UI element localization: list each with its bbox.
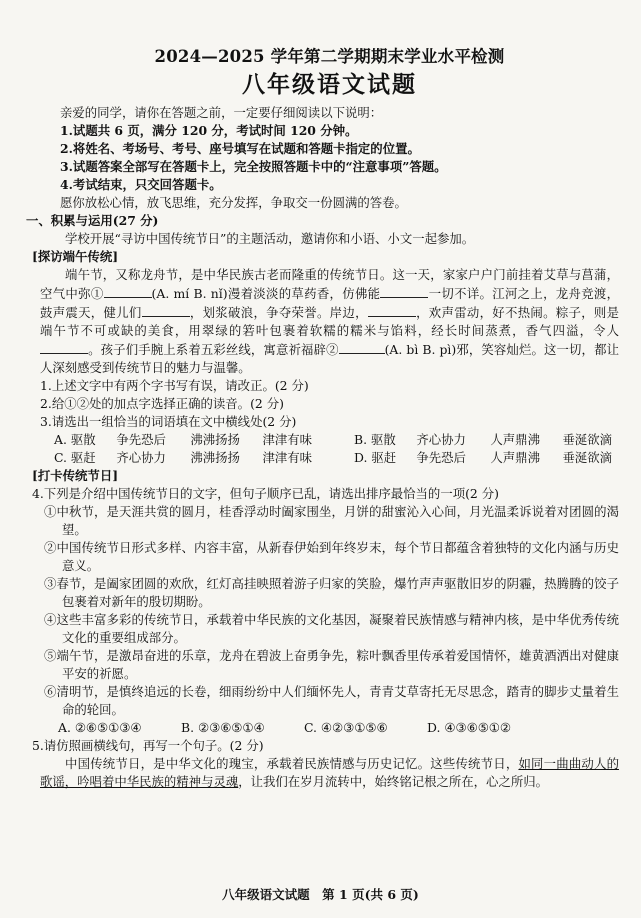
passage-text: ，划浆破浪，争夺荣誉。岸边，: [189, 305, 368, 320]
option-word: 津津有味: [262, 450, 313, 465]
instructions: [40, 104, 619, 212]
option-word: 人声鼎沸: [490, 432, 540, 447]
passage-text: 一切不详。江河之上，龙舟竞渡，鼓声震天，健儿们: [40, 286, 620, 320]
sentence-item: ①中秋节，是天涯共赏的圆月，桂香浮动时阖家围坐，月饼的甜蜜沁入心间，月光温柔诉说着对团圆的渴望。: [44, 504, 619, 537]
section-heading: 一、积累与运用(27 分): [26, 213, 159, 228]
passage-text: ，欢声雷动，好不热闹。粽子，则是端午节不可或缺的美食，用翠绿的箬叶包裹着软糯的糯米与馅料，经长时间蒸煮，香气四溢，令人: [40, 305, 620, 338]
question-4-sentences: [40, 503, 619, 719]
reading-passage: [40, 266, 619, 377]
fill-blank: [142, 303, 190, 317]
instruction-item: 1.试题共 6 页，满分 120 分，考试时间 120 分钟。: [60, 123, 358, 138]
instructions-greeting: 亲爱的同学，请你在答题之前，一定要仔细阅读以下说明：: [60, 105, 383, 120]
option-word: 齐心协力: [116, 450, 166, 465]
passage-text: 。孩子们手腕上系着五彩丝线，寓意祈福辟②: [88, 342, 339, 357]
option-b: B. ②③⑥⑤①④: [181, 720, 265, 735]
option-c: C. ④②③①⑤⑥: [304, 720, 388, 735]
instruction-item: 3.试题答案全部写在答题卡上，完全按照答题卡中的“注意事项”答题。: [60, 159, 447, 174]
fill-blank: [104, 284, 152, 298]
passage-text: 端午节，又称龙舟节，是中华民族古老而隆重的传统节日。这一天，家家户户门前挂着艾草与菖蒲，空气中弥①: [40, 267, 619, 301]
passage-text: ，让我们在岁月流转中，始终铭记根之所在，心之所归。: [238, 774, 549, 789]
fill-blank: [368, 303, 416, 317]
option-word: 垂涎欲滴: [562, 432, 613, 447]
option-d: D. ④③⑥⑤①②: [427, 720, 512, 735]
exam-subject-title: 八年级语文试题: [242, 71, 417, 98]
option-a: A. ②⑥⑤①③④: [58, 720, 142, 735]
passage-text: (A. mí B. nǐ)漫着淡淡的草药香，仿佛能: [151, 286, 381, 301]
option-word: 津津有味: [262, 432, 313, 447]
option-word: A. 驱散: [54, 432, 96, 447]
question-5: 5.请仿照画横线句，再写一个句子。(2 分): [32, 738, 264, 753]
question-3-options-row: [40, 431, 619, 449]
fill-blank: [380, 284, 428, 298]
sentence-item: ⑤端午节，是激昂奋进的乐章，龙舟在碧波上奋勇争先，粽叶飘香里传承着爱国情怀，雄黄酒洒出对健康平安的祈愿。: [44, 648, 619, 681]
question-1: 1.上述文字中有两个字书写有误，请改正。(2 分): [40, 378, 309, 393]
option-word: 沸沸扬扬: [190, 432, 240, 447]
page-footer: 八年级语文试题 第 1 页(共 6 页): [222, 887, 419, 902]
instruction-item: 2.将姓名、考场号、考号、座号填写在试题和答题卡指定的位置。: [60, 141, 420, 156]
option-word: 人声鼎沸: [490, 450, 540, 465]
option-word: 争先恐后: [416, 450, 466, 465]
passage-text: 中国传统节日，是中华文化的瑰宝，承载着民族情感与历史记忆。这些传统节日，: [65, 756, 519, 771]
question-4-options: [40, 719, 619, 737]
underlined-sentence: 如同一曲曲动人的歌谣，吟唱着中华民族的精神与灵魂: [40, 756, 620, 789]
sentence-item: ④这些丰富多彩的传统节日，承载着中华民族的文化基因，凝聚着民族情感与精神内核，是中华优秀传统文化的重要组成部分。: [44, 612, 619, 645]
exam-header-title: 2024—2025 学年第二学期期末学业水平检测: [154, 47, 505, 66]
question-4: 4.下列是介绍中国传统节日的文字，但句子顺序已乱，请选出排序最恰当的一项(2 分): [32, 486, 499, 501]
question-3-options-row: [40, 449, 619, 467]
question-2: 2.给①②处的加点字选择正确的读音。(2 分): [40, 396, 284, 411]
passage-text: (A. bì B. pì)邪，笑容灿烂。这一切，都让人深刻感受到传统节日的魅力与温馨。: [40, 342, 619, 375]
section-lead: 学校开展“寻访中国传统节日”的主题活动，邀请你和小语、小文一起参加。: [65, 231, 475, 246]
option-word: D. 驱赶: [354, 450, 397, 465]
option-word: 垂涎欲滴: [562, 450, 613, 465]
option-word: C. 驱赶: [54, 450, 96, 465]
question-3: 3.请选出一组恰当的词语填在文中横线处(2 分): [40, 414, 297, 429]
option-word: 争先恐后: [116, 432, 166, 447]
fill-blank: [339, 340, 385, 354]
instructions-wish: 愿你放松心情，放飞思维，充分发挥，争取交一份圆满的答卷。: [60, 195, 407, 210]
fill-blank: [40, 340, 88, 354]
sentence-item: ②中国传统节日形式多样、内容丰富，从新春伊始到年终岁末，每个节日都蕴含着独特的文化内涵与历史意义。: [44, 540, 619, 573]
subsection-title-dragon-boat: [探访端午传统]: [32, 249, 119, 264]
sentence-item: ⑥清明节，是慎终追远的长卷，细雨纷纷中人们缅怀先人，青青艾草寄托无尽思念，踏青的脚步丈量着生命的轮回。: [44, 684, 619, 717]
subsection-title-festivals: [打卡传统节日]: [32, 468, 119, 483]
question-5-passage: [40, 755, 619, 791]
option-word: 齐心协力: [416, 432, 466, 447]
option-word: B. 驱散: [354, 432, 396, 447]
option-word: 沸沸扬扬: [190, 450, 240, 465]
instruction-item: 4.考试结束，只交回答题卡。: [60, 177, 222, 192]
sentence-item: ③春节，是阖家团圆的欢欣，红灯高挂映照着游子归家的笑脸，爆竹声声驱散旧岁的阴霾，热腾腾的饺子包裹着对新年的殷切期盼。: [44, 576, 619, 609]
